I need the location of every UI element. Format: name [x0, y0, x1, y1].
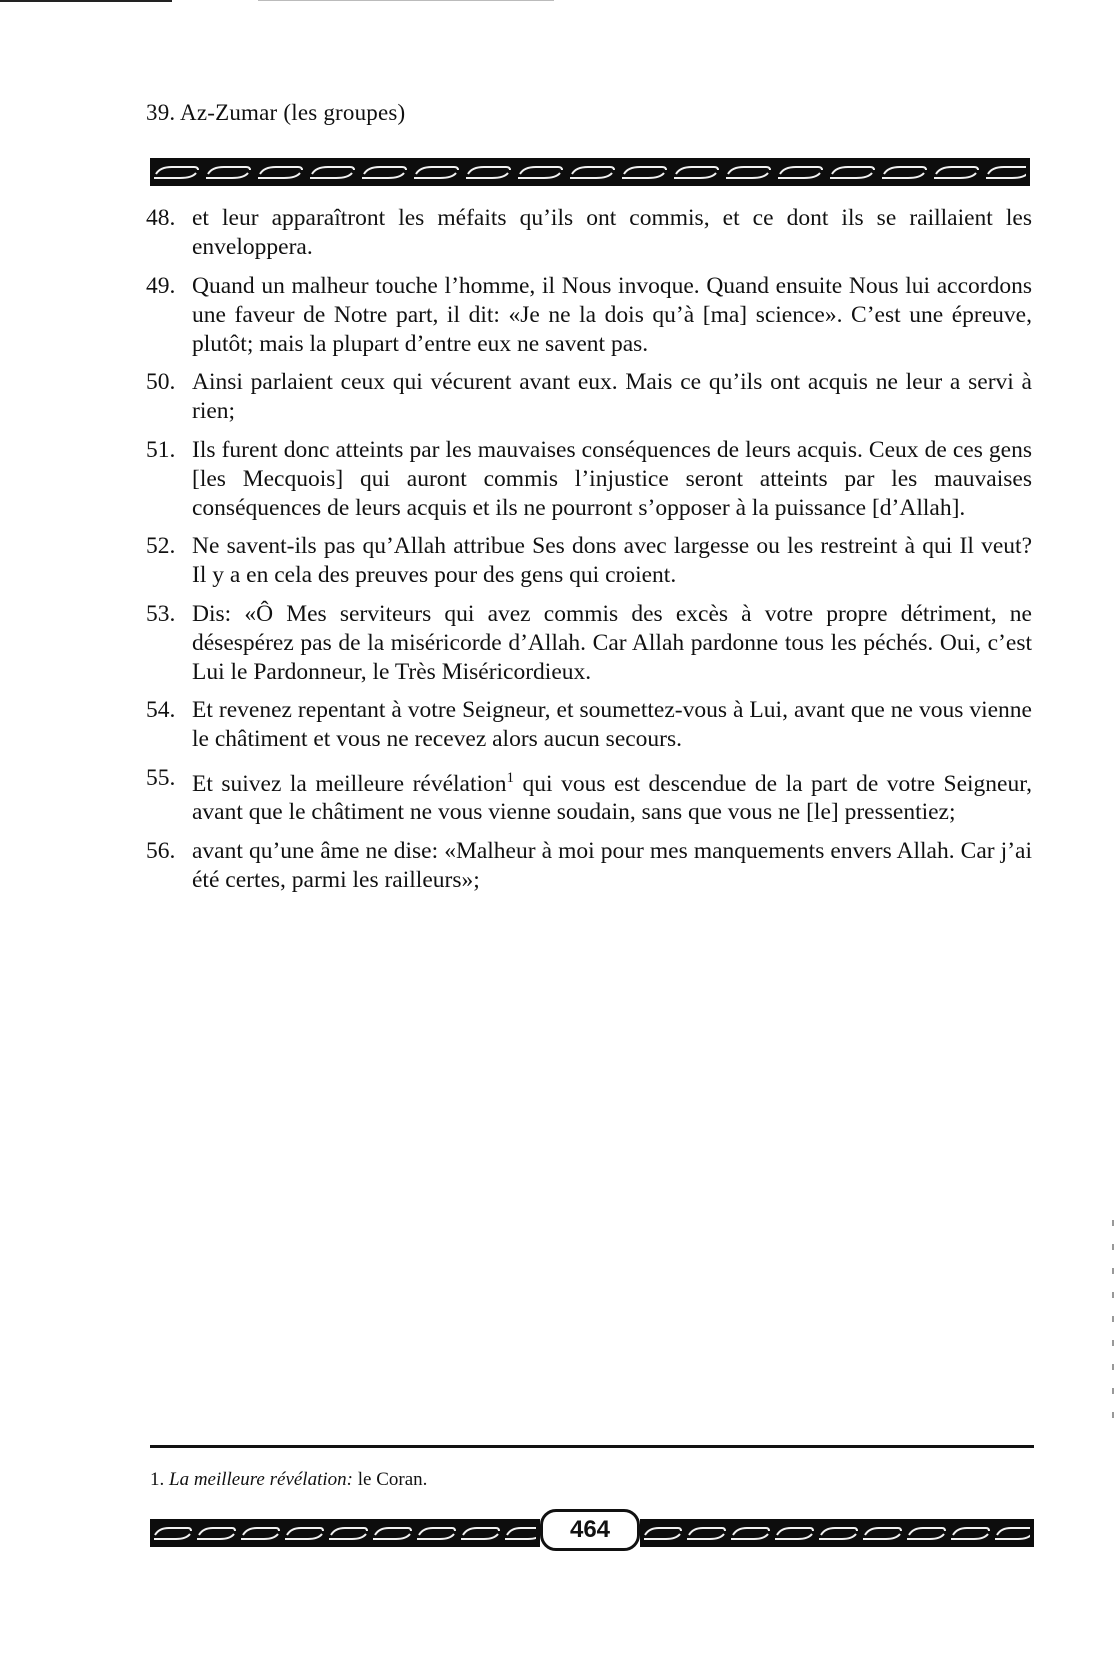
verse-number: 51. [146, 436, 176, 463]
verse-53 [146, 600, 1032, 687]
verse-text: Et revenez repentant à votre Seigneur, et soumettez-vous à Lui, avant que ne vous vienne le châtiment et vous ne recevez alors aucun secours. [192, 697, 1032, 752]
verse-text: et leur apparaîtront les méfaits qu’ils ont commis, et ce dont ils se raillaient les enveloppera. [192, 205, 1032, 260]
chain-ornament [150, 158, 1030, 186]
footnote-marker: 1. [150, 1469, 165, 1490]
verse-text: Dis: «Ô Mes serviteurs qui avez commis des excès à votre propre détriment, ne désespérez pas de la miséricorde d’Allah. Car Allah pardonne tous les péchés. Oui, c’est Lui le Pardonneur, le Très Miséricordieux. [192, 600, 1032, 685]
ornamental-band-bottom-right [640, 1519, 1034, 1547]
footnote [150, 1469, 427, 1491]
scan-edge-line-faint [258, 0, 554, 1]
verse-55 [146, 764, 1032, 828]
verse-text: Ainsi parlaient ceux qui vécurent avant eux. Mais ce qu’ils ont acquis ne leur a servi à rien; [192, 369, 1032, 424]
verse-51 [146, 436, 1032, 523]
verse-text: Ne savent-ils pas qu’Allah attribue Ses dons avec largesse ou les restreint à qui Il veut? Il y a en cela des preuves pour des gens qui croient. [192, 533, 1032, 588]
verse-52 [146, 532, 1032, 590]
verse-text-part: qui vous est descendue de la part de votre Seigneur, avant que le châtiment ne vous vienne soudain, sans que vous ne [le] pressentiez; [192, 770, 1032, 826]
verse-number: 52. [146, 533, 176, 559]
scan-page-edge [1112, 1220, 1114, 1420]
verse-number: 53. [146, 600, 176, 627]
verse-48 [146, 204, 1032, 262]
running-head: 39. Az-Zumar (les groupes) [146, 100, 406, 125]
chain-ornament [640, 1519, 1034, 1547]
verse-number: 55. [146, 764, 176, 791]
verse-number: 50. [146, 369, 176, 395]
verse-text-part: Et suivez la meilleure révélation [192, 770, 507, 797]
verse-49 [146, 272, 1032, 359]
verse-number: 49. [146, 272, 176, 299]
verse-list [146, 204, 1032, 904]
scan-edge-line [0, 0, 172, 2]
chain-ornament [150, 1519, 540, 1547]
verse-number: 56. [146, 837, 176, 864]
verse-number: 54. [146, 697, 176, 723]
footnote-divider [150, 1445, 1034, 1448]
footnote-text: le Coran. [352, 1469, 428, 1490]
verse-56 [146, 837, 1032, 895]
verse-number: 48. [146, 205, 176, 231]
page-number: 464 [540, 1509, 640, 1551]
verse-54 [146, 696, 1032, 754]
verse-text: avant qu’une âme ne dise: «Malheur à moi pour mes manquements envers Allah. Car j’ai été certes, parmi les railleurs»; [192, 837, 1032, 893]
footnote-term: La meilleure révélation: [169, 1469, 353, 1490]
ornamental-band-top [150, 158, 1030, 186]
verse-text [192, 764, 1032, 828]
ornamental-band-bottom-left [150, 1519, 540, 1547]
footnote-reference[interactable]: 1 [506, 769, 515, 786]
verse-text: Ils furent donc atteints par les mauvaises conséquences de leurs acquis. Ceux de ces gens [les Mecquois] qui auront commis l’injustice seront atteints par les mauvaises conséquences de leurs acquis et ils ne pourront s’opposer à la puissance [d’Allah]. [192, 436, 1032, 521]
verse-text: Quand un malheur touche l’homme, il Nous invoque. Quand ensuite Nous lui accordons une faveur de Notre part, il dit: «Je ne la dois qu’à [ma] science». C’est une épreuve, plutôt; mais la plupart d’entre eux ne savent pas. [192, 272, 1032, 357]
verse-50 [146, 368, 1032, 426]
